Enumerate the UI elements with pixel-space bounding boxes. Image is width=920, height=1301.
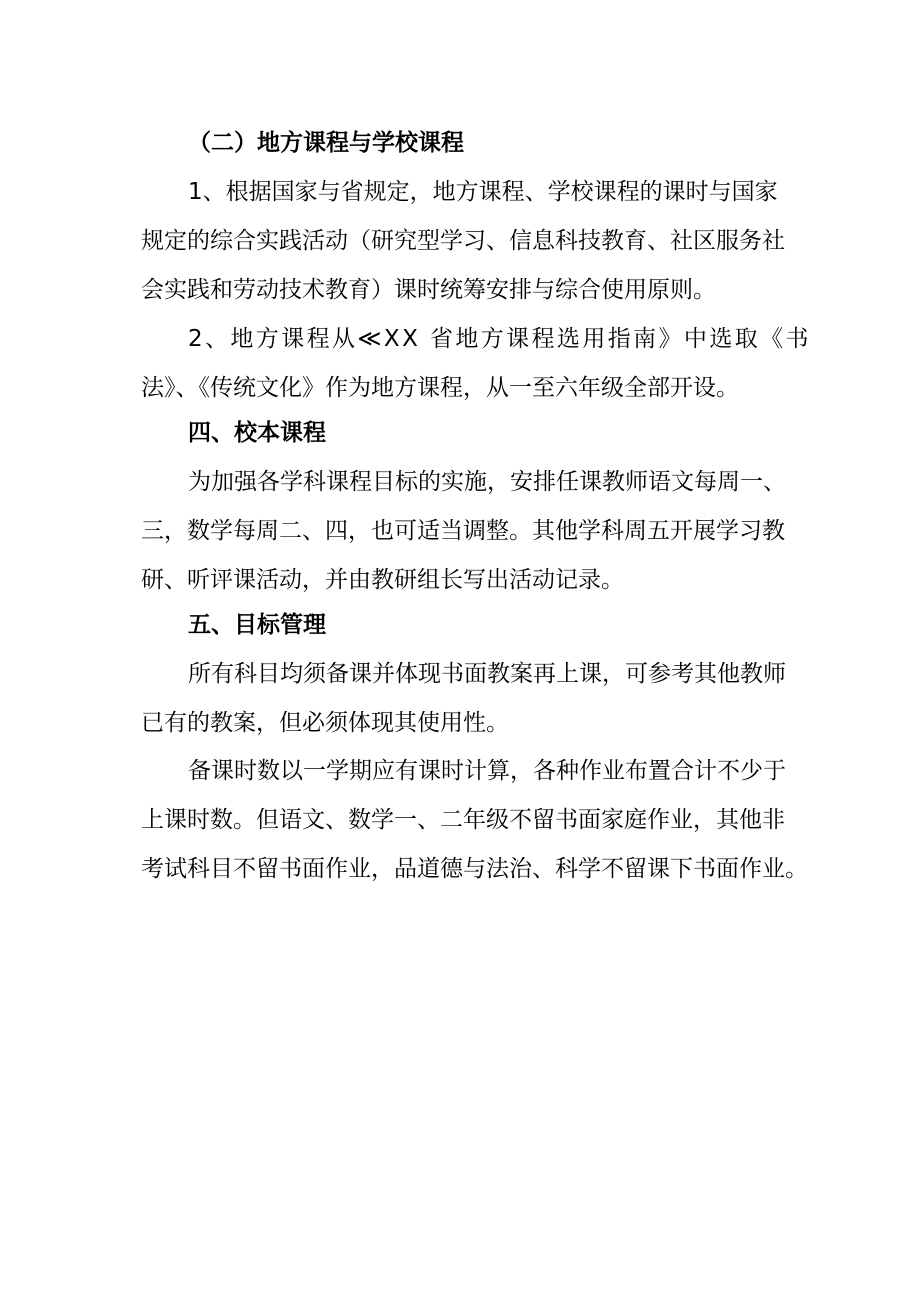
paragraph-line: 2、地方课程从≪XX 省地方课程选用指南》中选取《书 (188, 326, 811, 352)
paragraph-line: 三，数学每周二、四，也可适当调整。其他学科周五开展学习教 (141, 518, 785, 544)
paragraph-line: 已有的教案，但必须体现其使用性。 (141, 710, 509, 736)
paragraph-line: 规定的综合实践活动（研究型学习、信息科技教育、社区服务社 (141, 228, 785, 254)
paragraph-line: 会实践和劳动技术教育）课时统筹安排与综合使用原则。 (141, 277, 716, 303)
section-heading-local-school-courses: （二）地方课程与学校课程 (188, 130, 464, 156)
section-heading-goal-management: 五、目标管理 (188, 612, 326, 638)
paragraph-line: 上课时数。但语文、数学一、二年级不留书面家庭作业，其他非 (141, 807, 785, 833)
paragraph-line: 为加强各学科课程目标的实施，安排任课教师语文每周一、 (188, 469, 786, 495)
paragraph-line: 考试科目不留书面作业，品道德与法治、科学不留课下书面作业。 (141, 856, 808, 882)
paragraph-line: 研、听评课活动，并由教研组长写出活动记录。 (141, 567, 624, 593)
paragraph-line: 所有科目均须备课并体现书面教案再上课，可参考其他教师 (188, 661, 786, 687)
section-heading-school-based-courses: 四、校本课程 (188, 420, 326, 446)
paragraph-line: 备课时数以一学期应有课时计算，各种作业布置合计不少于 (188, 758, 786, 784)
paragraph-line: 法》、《传统文化》作为地方课程，从一至六年级全部开设。 (141, 375, 739, 401)
paragraph-line: 1、根据国家与省规定，地方课程、学校课程的课时与国家 (188, 179, 778, 205)
